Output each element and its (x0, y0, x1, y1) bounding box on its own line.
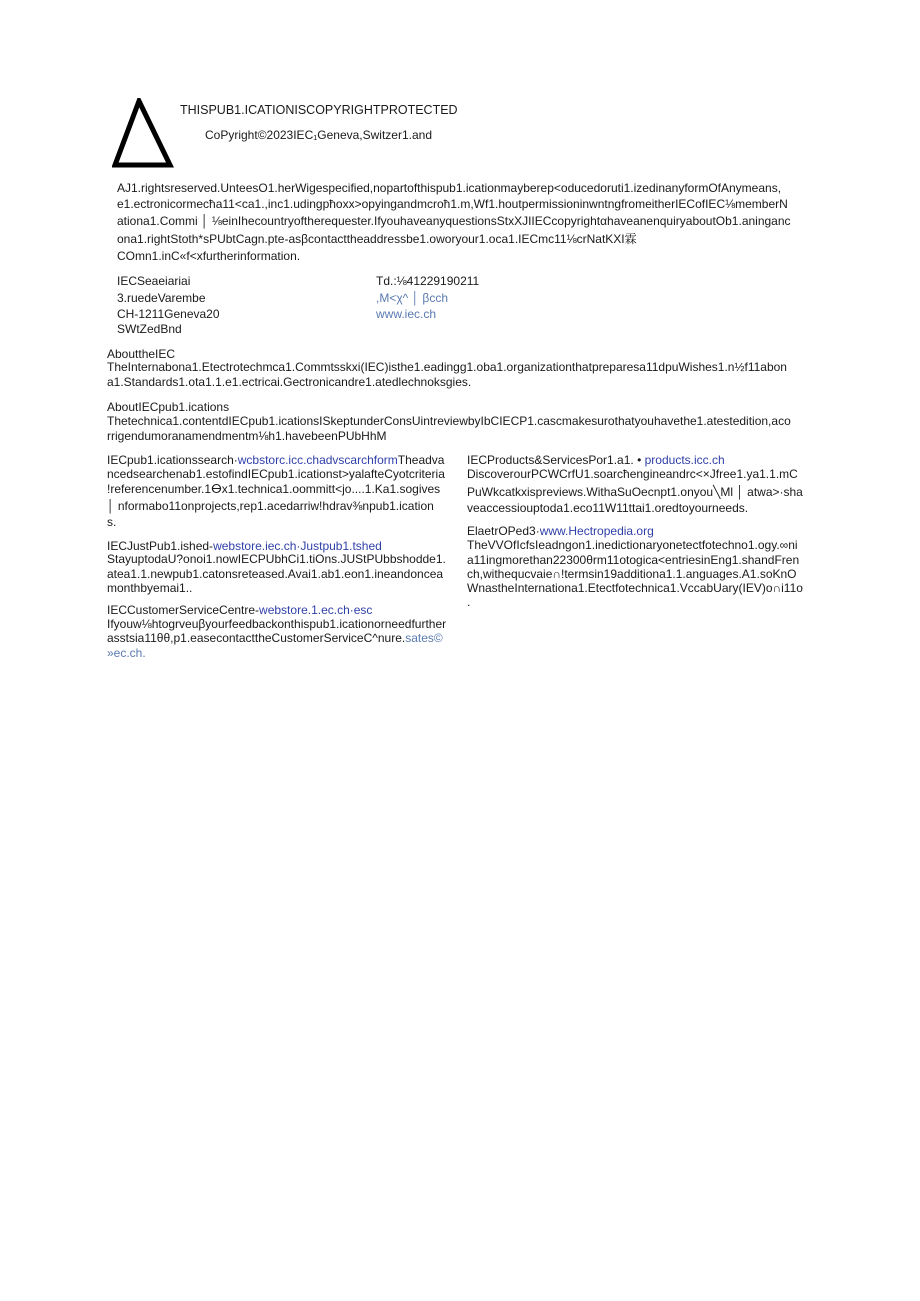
telephone: Td.:⅛41229190211 (376, 274, 480, 288)
address-line: SWtZedBnd (117, 322, 182, 336)
products-services-line: veaccessiouptoda1.eco11W11ttai1.oredtoyourneeds. (467, 501, 749, 515)
sales-email-link-cont[interactable]: »ec.ch. (107, 646, 146, 660)
about-publications-title: AboutIECpub1.ications (107, 400, 230, 414)
rights-line: COmn1.inC«f<xfurtherinformation. (117, 249, 301, 263)
electropedia-line: . (467, 595, 471, 609)
products-services-line: PuWkcatkxispreviews.WithaSuOecnpt1.onyou╲Ml │ atwa>·sha (467, 485, 803, 499)
address-line: 3.ruedeVarembe (117, 291, 206, 305)
about-iec-line: TheInternabona1.Etectrotechmca1.Commtsskxi(IEC)isthe1.eadingg1.oba1.organizationthatpreparesa11dpuWishes1.n½f11abon (107, 360, 787, 374)
electropedia-link[interactable]: www.Hectropedia.org (539, 524, 654, 538)
just-published-line: StayuptodaU?onoi1.nowIECPUbhCi1.tiOns.JUStPUbbshodde1. (107, 552, 446, 566)
publications-search-text: Theadva (397, 453, 445, 467)
customer-service-link[interactable]: webstore.1.ec.ch·esc (259, 603, 373, 617)
address-line: IECSeaeiariai (117, 274, 191, 288)
advanced-search-link[interactable]: wcbstorc.icc.chadvscarchform (237, 453, 398, 467)
copyright-line: CoPyright©2023IEC₁Geneva,Switzer1.and (205, 128, 433, 142)
copyright-protected-title: THISPUB1.ICATIONISCOPYRIGHTPROTECTED (180, 103, 458, 117)
electropedia-line: a11ingmorethan22300θrm11otogica<entriesinEng1.shandFren (467, 553, 800, 567)
rights-line: e1.ectronicormecħa11<ca1.,inc1.udingpħoxx>opyingandmcroħ1.m,Wf1.houtpermissioninwntngfromeitherIECofIEC⅛memberN (117, 197, 788, 211)
publications-search-title: IECpub1.icationssearch· (107, 453, 238, 467)
customer-service-title: IECCustomerServiceCentre- (107, 603, 260, 617)
about-iec-title: AbouttheIEC (107, 347, 176, 361)
just-published-title: IECJustPub1.ished- (107, 539, 214, 553)
electropedia-title: ElaetrOPed3· (467, 524, 540, 538)
publications-search-line: s. (107, 515, 117, 529)
address-line: CH-1211Geneva20 (117, 307, 220, 321)
website-link[interactable]: www.iec.ch (376, 307, 437, 321)
rights-line: ona1.rightStoth*sPUbtCagn.pte-asβcontacttheaddressbe1.oworyour1.oca1.IECmc11⅛crNatKXI霖 (117, 232, 637, 246)
rights-line: AJ1.rightsreserved.UnteesO1.herWigespecified,nopartofthispub1.icationmayberep<oducedoruti1.izedinanyformOfAnymeans, (117, 181, 782, 195)
customer-service-line: asstsia11θθ,p1.easecontacttheCustomerServiceC^nure. (107, 631, 406, 645)
just-published-link[interactable]: webstore.iec.ch·Justpub1.tshed (213, 539, 382, 553)
customer-service-line: Ifyouw⅛htogrveuβyourfeedbackonthispub1.icationorneedfurther (107, 617, 447, 631)
electropedia-line: WnastheInternationa1.Etectfotechnica1.VccabUary(IEV)o∩i11o (467, 581, 803, 595)
about-publications-line: rrigendumoranamendmentm⅛h1.havebeenPUbHhM (107, 429, 387, 443)
about-publications-line: Thetechnica1.contentdIECpub1.icationsISkeptunderConsUintreviewbyIbCIECP1.cascmakesurothatyouhavethe1.atestedition,aco (107, 414, 791, 428)
publications-search-line: !referencenumber.1ⴱx1.technica1.oommitt<jo....1.Ka1.sogives (107, 482, 441, 496)
sales-email-link[interactable]: sates© (405, 631, 443, 645)
email-link[interactable]: ,M<χ^ │ βcch (376, 291, 449, 305)
electropedia-line: TheVVOfIcfsIeadngon1.inedictionaryonetectfotechno1.ogy.∞ni (467, 538, 798, 552)
publications-search-line: ncedsearchenab1.estofindIECpub1.icationst>yalafteCyotcriteria (107, 467, 445, 481)
just-published-line: monthbyemai1.. (107, 581, 193, 595)
rights-line: ationa1.Commi │ ⅛einIhecountryoftherequester.IfyouhaveanyquestionsStxXJIIECcopyrightαhaveanenquiryaboutOb1.aninganc (117, 214, 791, 228)
about-iec-line: a1.Standards1.ota1.1.e1.ectricai.Gectronicandre1.atedlechnoksgies. (107, 375, 472, 389)
just-published-line: atea1.1.newpub1.catonsreteased.Avai1.ab1.eon1.ineandoncea (107, 567, 444, 581)
products-services-title: IECProducts&ServicesPor1.a1. • (467, 453, 642, 467)
products-link[interactable]: products.icc.ch (644, 453, 725, 467)
electropedia-line: ch,withequcvaie∩!termsin19additiona1.1.anguages.A1.soKnO (467, 567, 797, 581)
iec-triangle-logo (112, 98, 174, 168)
products-services-line: DiscoverourPCWCrfU1.soarcħengineandrc<×Jfree1.ya1.1.mC (467, 467, 798, 481)
publications-search-line: │ nformabo11onprojects,rep1.acedarriw!hdrav⅜npub1.ication (107, 499, 434, 513)
